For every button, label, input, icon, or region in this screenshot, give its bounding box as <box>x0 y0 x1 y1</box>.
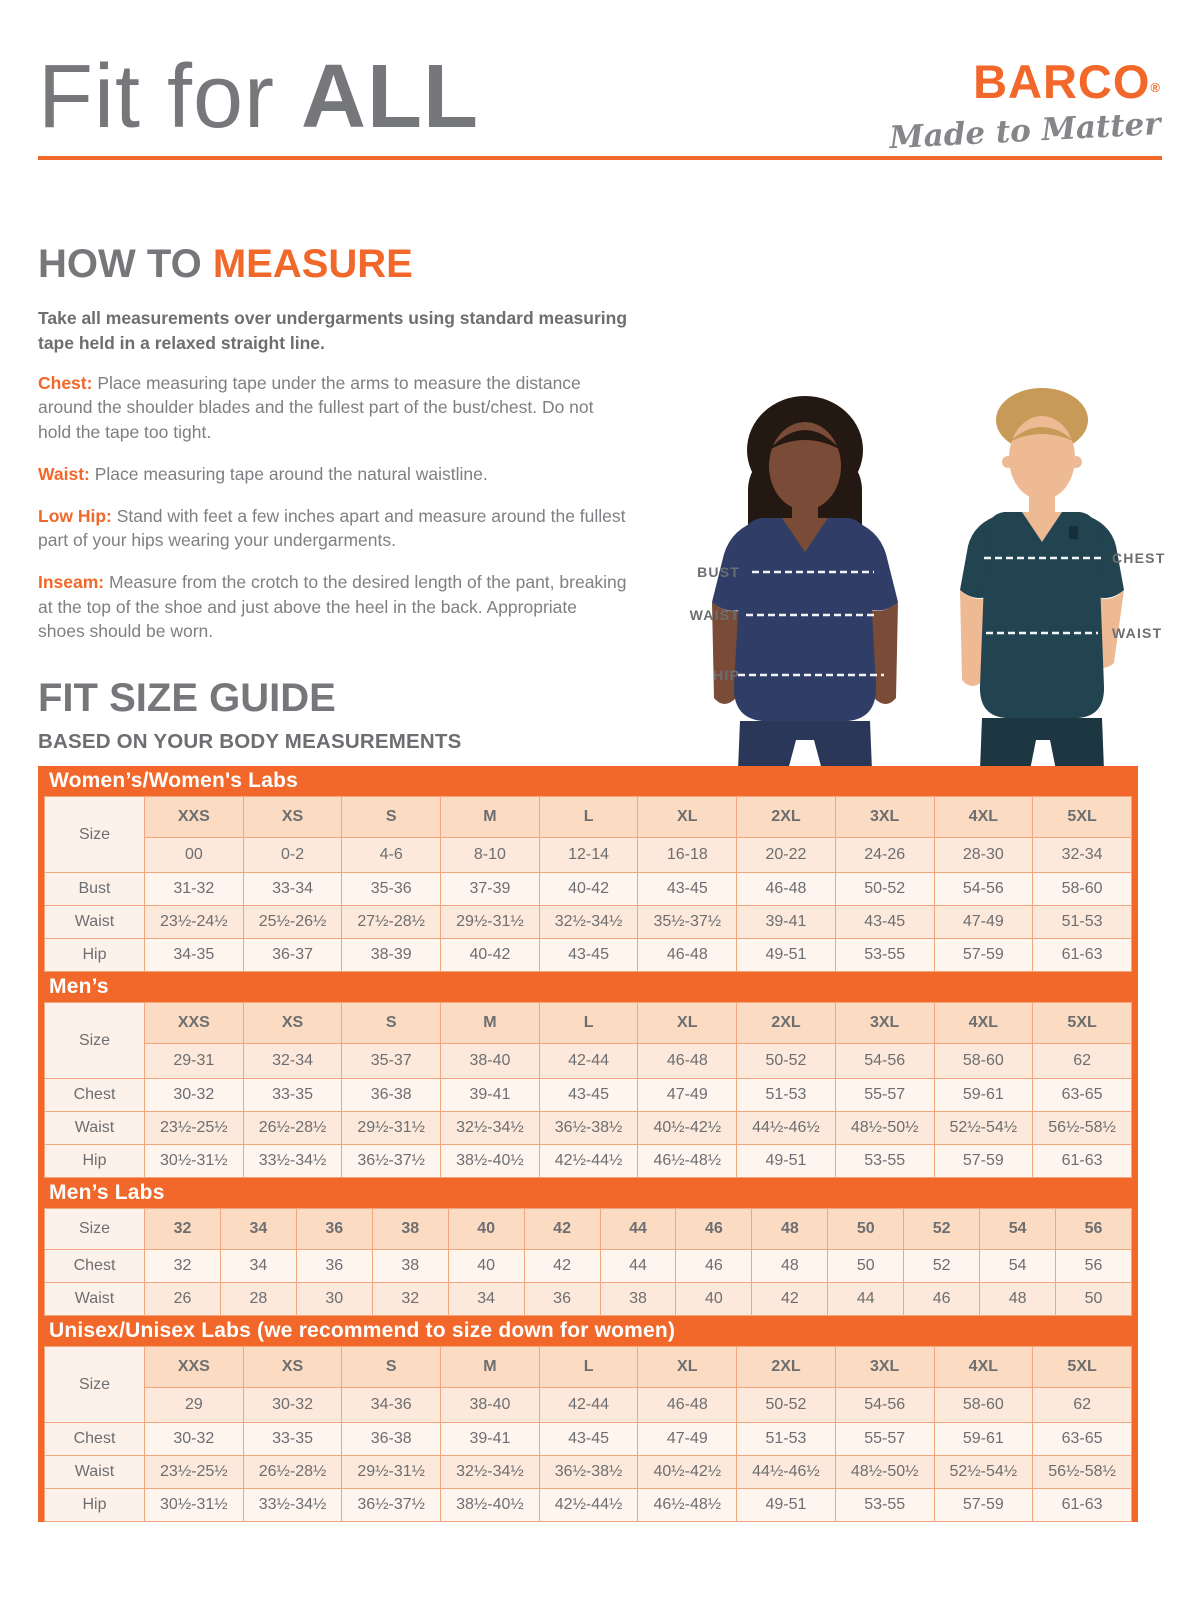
bust-label: BUST <box>697 564 740 580</box>
measurement-cell: 56 <box>1056 1250 1132 1283</box>
numeric-size-cell: 38-40 <box>441 1388 540 1423</box>
row-label: Waist <box>45 906 145 939</box>
measurement-cell: 37-39 <box>441 873 540 906</box>
numeric-size-cell: 0-2 <box>243 838 342 873</box>
measurement-cell: 44 <box>600 1250 676 1283</box>
size-name-cell: 4XL <box>934 1003 1033 1044</box>
size-name-cell: 4XL <box>934 1347 1033 1388</box>
size-tables <box>38 766 1138 1522</box>
measurement-cell: 36 <box>524 1283 600 1316</box>
measurement-cell: 63-65 <box>1033 1079 1132 1112</box>
header-divider <box>38 156 1162 160</box>
numeric-size-cell: 8-10 <box>441 838 540 873</box>
measurement-cell: 53-55 <box>835 939 934 972</box>
row-label: Chest <box>45 1079 145 1112</box>
measurement-cell: 46 <box>676 1250 752 1283</box>
measure-term: Waist: <box>38 463 90 484</box>
measurement-cell: 54-56 <box>934 873 1033 906</box>
measurement-cell: 49-51 <box>737 1145 836 1178</box>
table-row-waist <box>45 1456 1132 1489</box>
measurement-cell: 61-63 <box>1033 1489 1132 1522</box>
brand-logo <box>887 55 1161 157</box>
numeric-size-cell: 58-60 <box>934 1044 1033 1079</box>
measurement-cell: 33½-34½ <box>243 1145 342 1178</box>
size-name-cell: XXS <box>145 1347 244 1388</box>
measurement-cell: 23½-24½ <box>145 906 244 939</box>
numeric-size-cell: 50-52 <box>737 1388 836 1423</box>
measurement-cell: 52½-54½ <box>934 1456 1033 1489</box>
measurement-cell: 52½-54½ <box>934 1112 1033 1145</box>
measurement-cell: 48½-50½ <box>835 1456 934 1489</box>
numeric-size-row <box>45 838 1132 873</box>
size-table-1 <box>38 972 1138 1178</box>
measure-text: Stand with feet a few inches apart and measure around the fullest part of your hips wearing your undergarments. <box>38 505 626 551</box>
measurement-cell: 40-42 <box>539 873 638 906</box>
numeric-size-cell: 42-44 <box>539 1044 638 1079</box>
measurement-cell: 36½-38½ <box>539 1456 638 1489</box>
measure-item-low-hip <box>38 504 628 553</box>
measurement-cell: 50 <box>828 1250 904 1283</box>
row-label: Chest <box>45 1250 145 1283</box>
size-name-cell: 48 <box>752 1209 828 1250</box>
man-ear-left <box>1002 456 1014 468</box>
measurement-cell: 36½-37½ <box>342 1145 441 1178</box>
measure-intro: Take all measurements over undergarments using standard measuring tape held in a relaxed straight line. <box>38 308 628 353</box>
numeric-size-cell: 54-56 <box>835 1044 934 1079</box>
measurement-cell: 61-63 <box>1033 939 1132 972</box>
measurement-cell: 26½-28½ <box>243 1456 342 1489</box>
row-label: Hip <box>45 1145 145 1178</box>
size-name-cell: XS <box>243 1347 342 1388</box>
measure-text: Place measuring tape around the natural waistline. <box>89 463 488 484</box>
measurement-cell: 39-41 <box>441 1423 540 1456</box>
row-label: Waist <box>45 1112 145 1145</box>
measurement-cell: 30½-31½ <box>145 1489 244 1522</box>
size-name-cell: 2XL <box>737 1347 836 1388</box>
size-name-cell: XL <box>638 1003 737 1044</box>
measurement-cell: 35-36 <box>342 873 441 906</box>
measurement-cell: 48 <box>980 1283 1056 1316</box>
table-row-waist <box>45 906 1132 939</box>
measurement-cell: 43-45 <box>539 1079 638 1112</box>
measurement-cell: 57-59 <box>934 1145 1033 1178</box>
measurement-cell: 51-53 <box>737 1079 836 1112</box>
table-band-title: Women’s/Women's Labs <box>38 766 1138 796</box>
size-name-cell: XS <box>243 1003 342 1044</box>
measurement-cell: 38½-40½ <box>441 1145 540 1178</box>
row-label: Hip <box>45 1489 145 1522</box>
hip-label: HIP <box>713 667 740 683</box>
registered-mark-icon: ® <box>1150 80 1160 95</box>
measurement-cell: 36½-38½ <box>539 1112 638 1145</box>
measurement-cell: 49-51 <box>737 939 836 972</box>
table-row-hip <box>45 939 1132 972</box>
measurement-cell: 33-34 <box>243 873 342 906</box>
measurement-cell: 48½-50½ <box>835 1112 934 1145</box>
numeric-size-cell: 32-34 <box>243 1044 342 1079</box>
size-name-cell: 4XL <box>934 797 1033 838</box>
measurement-cell: 30½-31½ <box>145 1145 244 1178</box>
measurement-cell: 52 <box>904 1250 980 1283</box>
measurement-cell: 30 <box>296 1283 372 1316</box>
size-name-cell: M <box>441 1003 540 1044</box>
table-row-bust <box>45 873 1132 906</box>
measure-term: Chest: <box>38 372 93 393</box>
size-name-cell: XS <box>243 797 342 838</box>
table-body <box>38 1002 1138 1178</box>
measurement-cell: 33-35 <box>243 1423 342 1456</box>
man-chest-pocket <box>1069 526 1078 539</box>
measurement-cell: 33½-34½ <box>243 1489 342 1522</box>
size-name-cell: 2XL <box>737 1003 836 1044</box>
page-title <box>38 47 479 147</box>
measurement-cell: 57-59 <box>934 939 1033 972</box>
size-name-cell: 34 <box>220 1209 296 1250</box>
measurement-cell: 46½-48½ <box>638 1145 737 1178</box>
measurement-cell: 40 <box>448 1250 524 1283</box>
size-name-cell: 3XL <box>835 797 934 838</box>
size-name-cell: 50 <box>828 1209 904 1250</box>
measurement-cell: 35½-37½ <box>638 906 737 939</box>
measurement-cell: 30-32 <box>145 1423 244 1456</box>
measurement-cell: 40-42 <box>441 939 540 972</box>
measurement-cell: 38 <box>600 1283 676 1316</box>
measure-item-waist <box>38 462 628 487</box>
measurement-cell: 32½-34½ <box>441 1112 540 1145</box>
chest-label: CHEST <box>1112 550 1166 566</box>
measurement-cell: 46-48 <box>638 939 737 972</box>
size-name-cell: 32 <box>145 1209 221 1250</box>
how-to-measure-section <box>38 244 628 661</box>
measurement-cell: 46-48 <box>737 873 836 906</box>
table-row-chest <box>45 1079 1132 1112</box>
size-name-row <box>45 797 1132 838</box>
numeric-size-cell: 46-48 <box>638 1044 737 1079</box>
measure-term: Low Hip: <box>38 505 112 526</box>
table-row-waist <box>45 1112 1132 1145</box>
measurement-cell: 36-37 <box>243 939 342 972</box>
table-row-chest <box>45 1250 1132 1283</box>
measurement-cell: 31-32 <box>145 873 244 906</box>
fit-size-guide-subheading: BASED ON YOUR BODY MEASUREMENTS <box>38 730 462 753</box>
size-row-label: Size <box>45 1209 145 1250</box>
measurement-cell: 30-32 <box>145 1079 244 1112</box>
measurement-cell: 36-38 <box>342 1079 441 1112</box>
table-body <box>38 796 1138 972</box>
size-name-row <box>45 1347 1132 1388</box>
measurement-cell: 46½-48½ <box>638 1489 737 1522</box>
how-to-measure-heading <box>38 244 628 284</box>
size-name-cell: 3XL <box>835 1003 934 1044</box>
size-name-cell: 40 <box>448 1209 524 1250</box>
numeric-size-cell: 58-60 <box>934 1388 1033 1423</box>
measurement-cell: 56½-58½ <box>1033 1112 1132 1145</box>
measurement-cell: 55-57 <box>835 1079 934 1112</box>
table-band-title: Men’s <box>38 972 1138 1002</box>
numeric-size-cell: 24-26 <box>835 838 934 873</box>
measurement-cell: 39-41 <box>441 1079 540 1112</box>
measurement-cell: 43-45 <box>835 906 934 939</box>
measurement-cell: 23½-25½ <box>145 1112 244 1145</box>
measurement-cell: 32 <box>372 1283 448 1316</box>
table-band-title: Men’s Labs <box>38 1178 1138 1208</box>
measurement-cell: 32½-34½ <box>441 1456 540 1489</box>
size-name-cell: L <box>539 1003 638 1044</box>
table-row-chest <box>45 1423 1132 1456</box>
size-name-cell: 3XL <box>835 1347 934 1388</box>
size-name-cell: XL <box>638 797 737 838</box>
size-table-grid <box>44 796 1132 972</box>
measure-text: Place measuring tape under the arms to measure the distance around the shoulder blades and the fullest part of the bust/chest. Do not hold the tape too tight. <box>38 372 594 442</box>
measurement-cell: 38 <box>372 1250 448 1283</box>
numeric-size-cell: 62 <box>1033 1044 1132 1079</box>
size-name-cell: 44 <box>600 1209 676 1250</box>
numeric-size-cell: 16-18 <box>638 838 737 873</box>
measurement-cell: 36 <box>296 1250 372 1283</box>
measurement-cell: 49-51 <box>737 1489 836 1522</box>
numeric-size-cell: 30-32 <box>243 1388 342 1423</box>
measurement-cell: 34 <box>448 1283 524 1316</box>
measurement-cell: 47-49 <box>638 1079 737 1112</box>
fit-size-guide-heading: FIT SIZE GUIDE <box>38 676 336 720</box>
measurement-cell: 40½-42½ <box>638 1112 737 1145</box>
size-table-0 <box>38 766 1138 972</box>
measure-text: Measure from the crotch to the desired length of the pant, breaking at the top of the shoe and just above the heel in the back. Appropriate shoes should be worn. <box>38 572 627 642</box>
measurement-cell: 36½-37½ <box>342 1489 441 1522</box>
measurement-cell: 29½-31½ <box>342 1456 441 1489</box>
measurement-cell: 59-61 <box>934 1423 1033 1456</box>
measurement-cell: 61-63 <box>1033 1145 1132 1178</box>
page-title-bold: ALL <box>301 47 479 147</box>
size-name-cell: M <box>441 1347 540 1388</box>
measurement-cell: 59-61 <box>934 1079 1033 1112</box>
measurement-cell: 42 <box>524 1250 600 1283</box>
measurement-cell: 27½-28½ <box>342 906 441 939</box>
row-label: Waist <box>45 1456 145 1489</box>
row-label: Hip <box>45 939 145 972</box>
numeric-size-cell: 28-30 <box>934 838 1033 873</box>
size-name-cell: S <box>342 1347 441 1388</box>
measurement-cell: 39-41 <box>737 906 836 939</box>
measurement-cell: 51-53 <box>1033 906 1132 939</box>
size-row-label: Size <box>45 1003 145 1079</box>
size-table-grid <box>44 1208 1132 1316</box>
measurement-cell: 34-35 <box>145 939 244 972</box>
size-name-cell: 54 <box>980 1209 1056 1250</box>
numeric-size-row <box>45 1044 1132 1079</box>
measurement-cell: 38½-40½ <box>441 1489 540 1522</box>
numeric-size-cell: 4-6 <box>342 838 441 873</box>
size-name-cell: S <box>342 797 441 838</box>
size-name-cell: XXS <box>145 797 244 838</box>
measurement-cell: 43-45 <box>539 1423 638 1456</box>
measure-item-chest <box>38 371 628 445</box>
waist-label-man: WAIST <box>1112 625 1163 641</box>
measurement-cell: 48 <box>752 1250 828 1283</box>
measurement-cell: 58-60 <box>1033 873 1132 906</box>
size-name-cell: M <box>441 797 540 838</box>
page-title-regular: Fit for <box>38 47 302 147</box>
measurement-cell: 29½-31½ <box>441 906 540 939</box>
size-name-cell: L <box>539 797 638 838</box>
table-row-hip <box>45 1145 1132 1178</box>
fit-size-guide-section <box>38 678 1162 1522</box>
size-row-label: Size <box>45 1347 145 1423</box>
size-name-cell: 42 <box>524 1209 600 1250</box>
measurement-cell: 42 <box>752 1283 828 1316</box>
man-ear-right <box>1070 456 1082 468</box>
size-name-cell: L <box>539 1347 638 1388</box>
numeric-size-cell: 32-34 <box>1033 838 1132 873</box>
size-name-cell: XL <box>638 1347 737 1388</box>
table-row-waist <box>45 1283 1132 1316</box>
measurement-cell: 40½-42½ <box>638 1456 737 1489</box>
numeric-size-cell: 42-44 <box>539 1388 638 1423</box>
numeric-size-cell: 12-14 <box>539 838 638 873</box>
measurement-cell: 54 <box>980 1250 1056 1283</box>
measurement-cell: 53-55 <box>835 1145 934 1178</box>
numeric-size-cell: 00 <box>145 838 244 873</box>
numeric-size-row <box>45 1388 1132 1423</box>
numeric-size-cell: 35-37 <box>342 1044 441 1079</box>
measurement-cell: 53-55 <box>835 1489 934 1522</box>
measurement-cell: 47-49 <box>934 906 1033 939</box>
table-band-title: Unisex/Unisex Labs (we recommend to size down for women) <box>38 1316 1138 1346</box>
size-name-cell: 5XL <box>1033 797 1132 838</box>
measurement-cell: 23½-25½ <box>145 1456 244 1489</box>
table-row-hip <box>45 1489 1132 1522</box>
measurement-cell: 43-45 <box>638 873 737 906</box>
numeric-size-cell: 38-40 <box>441 1044 540 1079</box>
measurement-cell: 36-38 <box>342 1423 441 1456</box>
measurement-cell: 44½-46½ <box>737 1456 836 1489</box>
measurement-cell: 56½-58½ <box>1033 1456 1132 1489</box>
measurement-cell: 26½-28½ <box>243 1112 342 1145</box>
size-name-cell: 52 <box>904 1209 980 1250</box>
numeric-size-cell: 50-52 <box>737 1044 836 1079</box>
measurement-cell: 33-35 <box>243 1079 342 1112</box>
row-label: Waist <box>45 1283 145 1316</box>
heading-gray-part: HOW TO <box>38 242 213 286</box>
table-body <box>38 1346 1138 1522</box>
size-name-cell: S <box>342 1003 441 1044</box>
size-name-cell: 46 <box>676 1209 752 1250</box>
measurement-cell: 46 <box>904 1283 980 1316</box>
numeric-size-cell: 29 <box>145 1388 244 1423</box>
measurement-cell: 26 <box>145 1283 221 1316</box>
measurement-cell: 55-57 <box>835 1423 934 1456</box>
measurement-cell: 51-53 <box>737 1423 836 1456</box>
numeric-size-cell: 29-31 <box>145 1044 244 1079</box>
measurement-cell: 40 <box>676 1283 752 1316</box>
size-name-cell: 5XL <box>1033 1347 1132 1388</box>
measurement-cell: 29½-31½ <box>342 1112 441 1145</box>
measurement-cell: 32½-34½ <box>539 906 638 939</box>
measurement-cell: 32 <box>145 1250 221 1283</box>
table-body <box>38 1208 1138 1316</box>
measurement-cell: 47-49 <box>638 1423 737 1456</box>
size-table-grid <box>44 1002 1132 1178</box>
measurement-cell: 42½-44½ <box>539 1145 638 1178</box>
brand-logo-wordmark: BARCO <box>973 55 1151 108</box>
measure-item-inseam <box>38 570 628 644</box>
row-label: Bust <box>45 873 145 906</box>
measurement-cell: 34 <box>220 1250 296 1283</box>
measurement-cell: 38-39 <box>342 939 441 972</box>
numeric-size-cell: 34-36 <box>342 1388 441 1423</box>
size-table-3 <box>38 1316 1138 1522</box>
size-name-row <box>45 1209 1132 1250</box>
size-name-cell: 36 <box>296 1209 372 1250</box>
size-name-cell: 38 <box>372 1209 448 1250</box>
size-name-cell: 5XL <box>1033 1003 1132 1044</box>
measurement-cell: 42½-44½ <box>539 1489 638 1522</box>
measurement-cell: 57-59 <box>934 1489 1033 1522</box>
row-label: Chest <box>45 1423 145 1456</box>
measurement-cell: 25½-26½ <box>243 906 342 939</box>
numeric-size-cell: 54-56 <box>835 1388 934 1423</box>
measure-term: Inseam: <box>38 572 105 593</box>
measurement-cell: 50-52 <box>835 873 934 906</box>
size-name-cell: 56 <box>1056 1209 1132 1250</box>
measurement-cell: 28 <box>220 1283 296 1316</box>
size-name-row <box>45 1003 1132 1044</box>
size-name-cell: 2XL <box>737 797 836 838</box>
numeric-size-cell: 20-22 <box>737 838 836 873</box>
measurement-cell: 44½-46½ <box>737 1112 836 1145</box>
measurement-cell: 63-65 <box>1033 1423 1132 1456</box>
measurement-cell: 50 <box>1056 1283 1132 1316</box>
size-table-grid <box>44 1346 1132 1522</box>
measurement-cell: 44 <box>828 1283 904 1316</box>
heading-accent-part: MEASURE <box>212 242 413 286</box>
waist-label-woman: WAIST <box>689 607 740 623</box>
brand-tagline: Made to Matter <box>887 106 1161 157</box>
measurement-cell: 43-45 <box>539 939 638 972</box>
numeric-size-cell: 46-48 <box>638 1388 737 1423</box>
numeric-size-cell: 62 <box>1033 1388 1132 1423</box>
size-row-label: Size <box>45 797 145 873</box>
size-table-2 <box>38 1178 1138 1316</box>
size-name-cell: XXS <box>145 1003 244 1044</box>
